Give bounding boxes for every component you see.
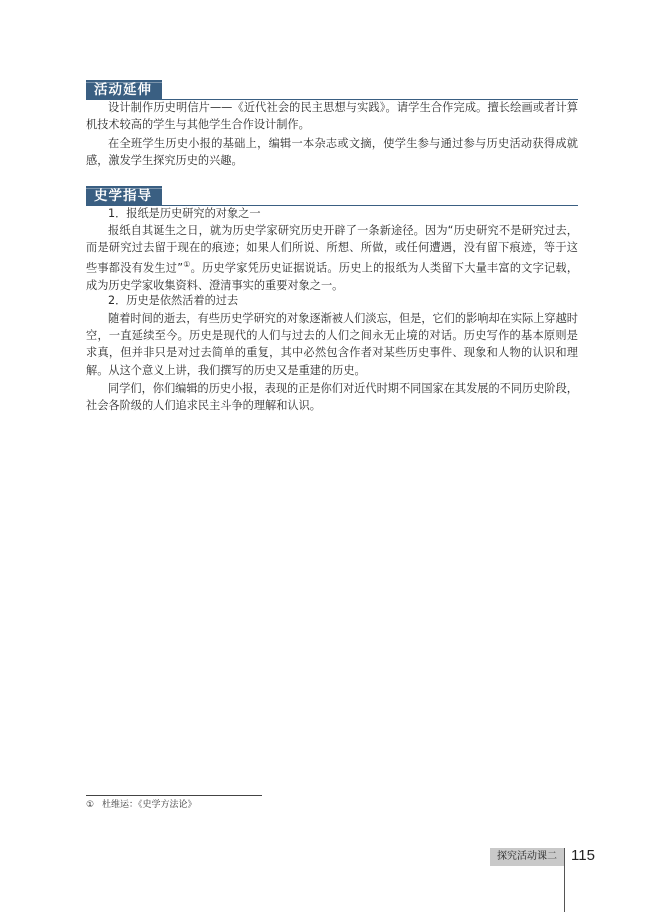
guidance-item-2-heading: 2．历史是依然活着的过去 bbox=[108, 294, 239, 307]
activity-paragraph-2: 在全班学生历史小报的基础上，编辑一本杂志或文摘，使学生参与通过参与历史活动获得成就感，激发学生探究历史的兴趣。 bbox=[86, 137, 578, 168]
section-title-activity-extension: 活动延伸 bbox=[86, 80, 162, 100]
page-number: 115 bbox=[571, 847, 595, 864]
footnote-reference-mark: ① bbox=[183, 260, 191, 270]
closing-paragraph: 同学们，你们编辑的历史小报，表现的正是你们对近代时期不同国家在其发展的不同历史阶段，社会各阶级的人们追求民主斗争的理解和认识。 bbox=[86, 382, 578, 413]
guidance-item-1-heading: 1．报纸是历史研究的对象之一 bbox=[108, 207, 261, 220]
guidance-item-1-text-part2: 。历史学家凭历史证据说话。历史上的报纸为人类留下大量丰富的文字记载，成为历史学家收集资料、澄清事实的重要对象之一。 bbox=[86, 262, 579, 293]
guidance-item-1-text bbox=[86, 222, 578, 295]
section-title-history-guidance: 史学指导 bbox=[86, 186, 162, 206]
footer-section-label: 探究活动课二 bbox=[490, 848, 564, 866]
activity-paragraph-1: 设计制作历史明信片——《近代社会的民主思想与实践》。请学生合作完成。擅长绘画或者计算机技术较高的学生与其他学生合作设计制作。 bbox=[86, 101, 578, 132]
guidance-item-2-text: 随着时间的逝去，有些历史学研究的对象逐渐被人们淡忘，但是，它们的影响却在实际上穿越时空，一直延续至今。历史是现代的人们与过去的人们之间永无止境的对话。历史写作的基本原则是求真，但并非只是对过去简单的重复，其中必然包含作者对某些历史事件、现象和人物的认识和理解。从这个意义上讲，我们撰写的历史又是重建的历史。 bbox=[86, 312, 578, 377]
footnote-mark: ① bbox=[86, 800, 95, 810]
footnote bbox=[86, 799, 197, 811]
footer-divider-line bbox=[564, 848, 565, 912]
footnote-divider bbox=[86, 795, 262, 796]
footnote-text: 杜维运：《史学方法论》 bbox=[102, 800, 197, 810]
guidance-item-1-text-part1: 报纸自其诞生之日，就为历史学家研究历史开辟了一条新途径。因为“历史研究不是研究过去，而是研究过去留于现在的痕迹；如果人们所说、所想、所做，或任何遭遇，没有留下痕迹，等于这些事都没有发生过” bbox=[86, 224, 578, 276]
